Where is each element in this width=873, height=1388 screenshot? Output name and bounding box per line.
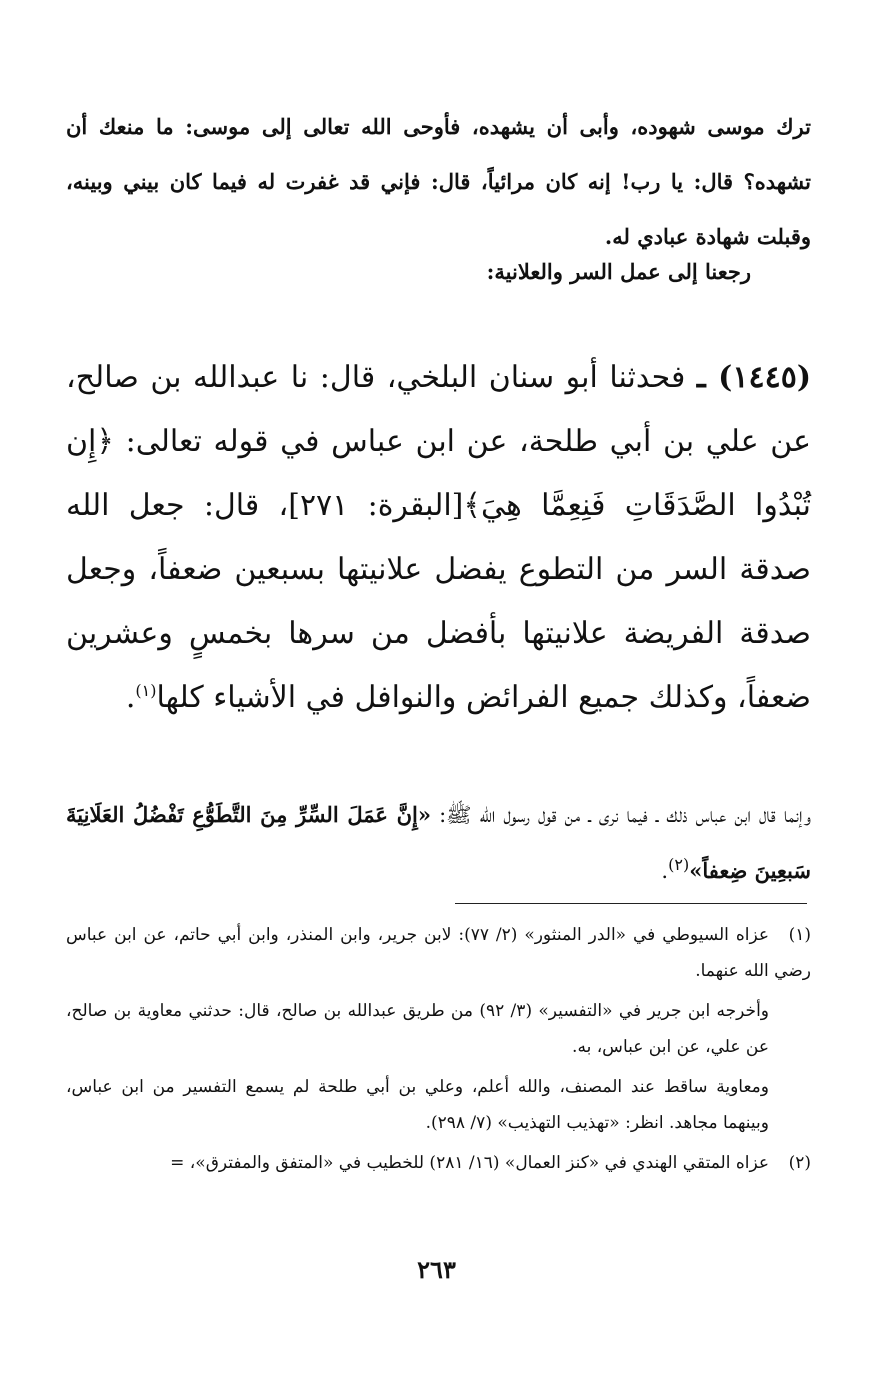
hadith-end: .: [125, 680, 136, 715]
page-number: ٢٦٣: [417, 1255, 456, 1284]
closing-paragraph: [66, 787, 811, 899]
footnote-2: [66, 1146, 811, 1182]
closing-end: .: [661, 859, 669, 883]
footnote-1-text: عزاه السيوطي في «الدر المنثور» (٢/ ٧٧): لابن جرير، وابن المنذر، وابن أبي حاتم، عن ابن عباس رضي الله عنهما.: [66, 925, 811, 981]
hadith-number: (١٤٤٥) ـ: [696, 360, 812, 395]
footnote-2-number: (٢): [788, 1153, 811, 1173]
intro-paragraph: ترك موسى شهوده، وأبى أن يشهده، فأوحى الله تعالى إلى موسى: ما منعك أن تشهده؟ قال: يا رب! إنه كان مرائياً، قال: فإني قد غفرت له فيما كان بيني وبينه، وقبلت شهادة عبادي له.: [66, 114, 811, 249]
footnote-marker-2: (٢): [668, 855, 690, 874]
closing-text: وإنما قال ابن عباس ذلك ـ فيما نرى ـ من قول رسول الله ﷺ:: [431, 803, 811, 827]
prophetic-quote: «إِنَّ عَمَلَ السِّرِّ مِنَ التَّطَوُّعِ تَفْضُلُ العَلَانِيَةَ سَبعِينَ ضِعفاً»: [66, 802, 811, 883]
footnotes: [66, 918, 811, 1187]
footnote-1: [66, 918, 811, 989]
hadith-text: فحدثنا أبو سنان البلخي، قال: نا عبدالله بن صالح، عن علي بن أبي طلحة، عن ابن عباس في قوله تعالى: ﴿إِن تُبْدُوا الصَّدَقَاتِ فَنِعِمَّا هِيَ﴾[البقرة: ٢٧١]، قال: جعل الله صدقة السر من التطوع يفضل علانيتها بسبعين ضعفاً، وجعل صدقة الفريضة علانيتها بأفضل من سرها بخمسٍ وعشرين ضعفاً، وكذلك جميع الفرائض والنوافل في الأشياء كلها: [66, 360, 811, 715]
section-heading: رجعنا إلى عمل السر والعلانية:: [486, 259, 751, 284]
hadith-paragraph: [66, 346, 811, 730]
footnote-1-number: (١): [788, 925, 811, 945]
footnote-marker-1: (١): [135, 681, 157, 700]
footnote-1-continuation-2: ومعاوية ساقط عند المصنف، والله أعلم، وعلي بن أبي طلحة لم يسمع التفسير من ابن عباس، وبينهما مجاهد. انظر: «تهذيب التهذيب» (٧/ ٢٩٨).: [66, 1077, 769, 1133]
footnote-2-text: عزاه المتقي الهندي في «كنز العمال» (١٦/ ٢٨١) للخطيب في «المتفق والمفترق»، =: [170, 1153, 769, 1173]
footnote-1-continuation-1: وأخرجه ابن جرير في «التفسير» (٣/ ٩٢) من طريق عبدالله بن صالح، قال: حدثني معاوية بن صالح، عن علي، عن ابن عباس، به.: [66, 1001, 769, 1057]
footnote-divider: [455, 903, 807, 904]
